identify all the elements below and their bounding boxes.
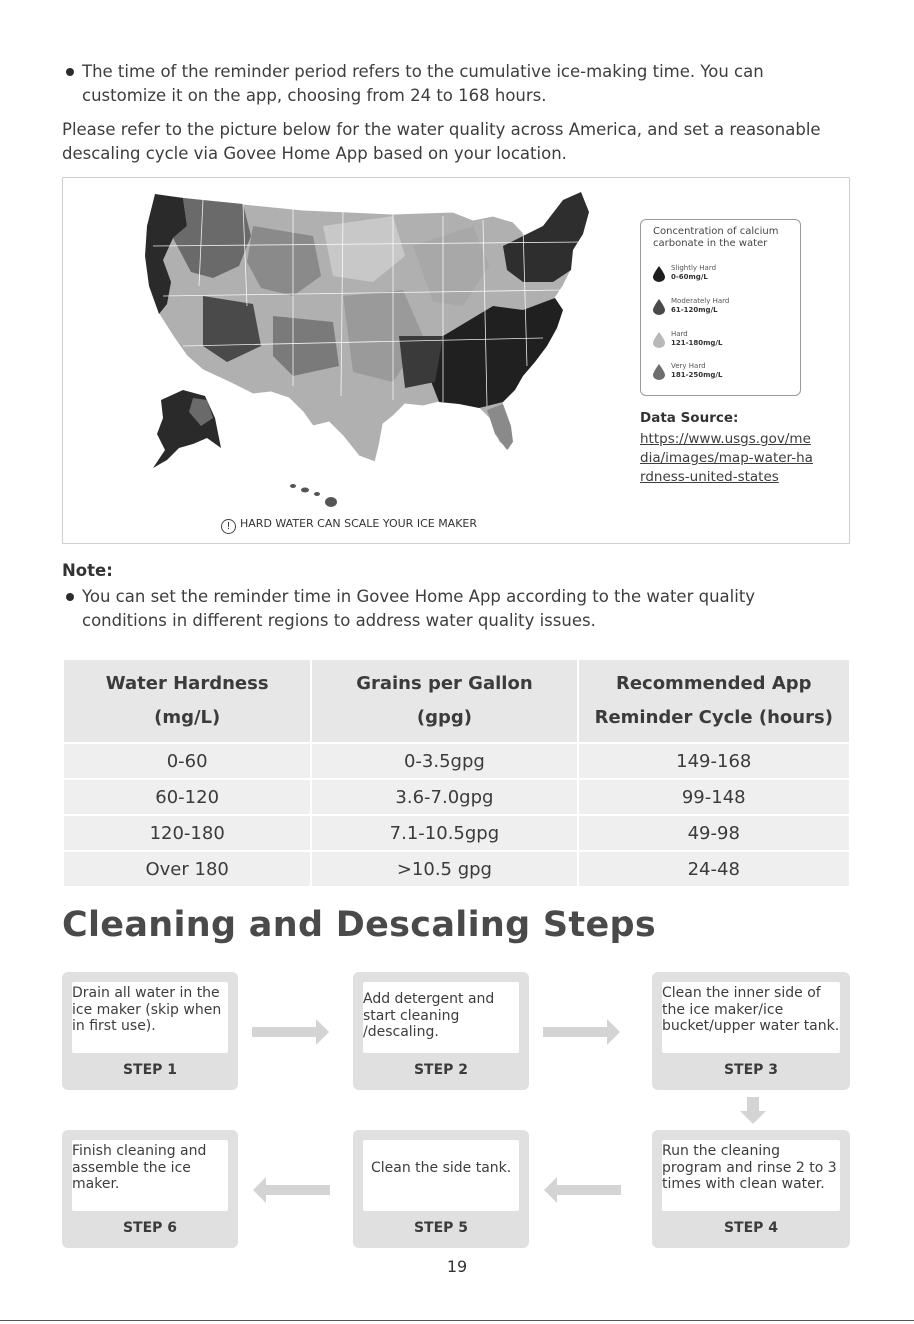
- table-cell: 99-148: [578, 779, 851, 815]
- table-cell: 149-168: [578, 743, 851, 779]
- water-drop-icon: [653, 332, 665, 348]
- step-text: Clean the side tank.: [371, 1160, 512, 1176]
- note-bullet-text: You can set the reminder time in Govee Home App according to the water quality conditions in different regions to address water quality issues.: [82, 587, 756, 630]
- header-reminder-cycle: Recommended App Reminder Cycle (hours): [578, 659, 851, 743]
- table-cell: >10.5 gpg: [311, 851, 577, 887]
- table-cell: Over 180: [63, 851, 311, 887]
- header-water-hardness: Water Hardness (mg/L): [63, 659, 311, 743]
- table-cell: 49-98: [578, 815, 851, 851]
- table-cell: 0-3.5gpg: [311, 743, 577, 779]
- table-row: [63, 815, 850, 851]
- legend-title: Concentration of calcium carbonate in the water: [653, 226, 779, 249]
- legend-range: 0-60mg/L: [671, 273, 708, 281]
- step-card-6: [62, 1130, 238, 1248]
- note-label: Note:: [62, 561, 113, 580]
- arrow-right-icon: [543, 1018, 621, 1046]
- water-drop-icon: [653, 266, 665, 282]
- intro-bullet-text: The time of the reminder period refers to the cumulative ice-making time. You can customize it on the app, choosing from 24 to 168 hours.: [82, 62, 764, 105]
- page-number: 19: [446, 1257, 468, 1276]
- step-label: STEP 3: [723, 1062, 779, 1078]
- table-row: [63, 779, 850, 815]
- page-bottom-rule: [0, 1320, 914, 1321]
- table-cell: 7.1-10.5gpg: [311, 815, 577, 851]
- intro-paragraph: Please refer to the picture below for the water quality across America, and set a reasonable descaling cycle via Govee Home App based on your location.: [62, 120, 821, 163]
- step-text: Finish cleaning and assemble the ice maker.: [72, 1143, 207, 1192]
- table-cell: 0-60: [63, 743, 311, 779]
- table-row: [63, 851, 850, 887]
- step-card-2: [353, 972, 529, 1090]
- arrow-left-icon: [543, 1176, 621, 1204]
- hard-water-warning: [221, 517, 477, 534]
- legend-label: Moderately Hard: [671, 297, 730, 305]
- bullet-icon: [66, 68, 74, 76]
- water-drop-icon: [653, 364, 665, 380]
- step-label: STEP 1: [122, 1062, 178, 1078]
- warning-text: HARD WATER CAN SCALE YOUR ICE MAKER: [240, 517, 478, 530]
- table-header-row: [63, 659, 850, 743]
- water-hardness-table: [62, 658, 851, 888]
- step-text: Run the cleaning program and rinse 2 to 3 times with clean water.: [662, 1143, 837, 1192]
- data-source-link[interactable]: https://www.usgs.gov/media/images/map-water-hardness-united-states: [640, 431, 813, 485]
- legend-range: 121-180mg/L: [671, 339, 723, 347]
- us-hardness-map: [143, 186, 613, 511]
- step-card-1: [62, 972, 238, 1090]
- step-text: Add detergent and start cleaning /descaling.: [363, 991, 495, 1040]
- step-label: STEP 5: [413, 1220, 469, 1236]
- table-cell: 3.6-7.0gpg: [311, 779, 577, 815]
- water-drop-icon: [653, 299, 665, 315]
- arrow-down-icon: [739, 1097, 767, 1125]
- section-heading: Cleaning and Descaling Steps: [62, 905, 656, 945]
- legend-label: Very Hard: [671, 362, 706, 370]
- bullet-icon: [66, 593, 74, 601]
- warning-icon: !: [221, 519, 236, 534]
- step-text: Clean the inner side of the ice maker/ice bucket/upper water tank.: [662, 985, 840, 1034]
- table-cell: 60-120: [63, 779, 311, 815]
- step-label: STEP 6: [122, 1220, 178, 1236]
- step-card-3: [652, 972, 850, 1090]
- arrow-right-icon: [252, 1018, 330, 1046]
- legend-range: 181-250mg/L: [671, 371, 723, 379]
- header-grains-per-gallon: Grains per Gallon (gpg): [311, 659, 577, 743]
- legend-range: 61-120mg/L: [671, 306, 718, 314]
- table-cell: 120-180: [63, 815, 311, 851]
- step-card-4: [652, 1130, 850, 1248]
- step-card-5: [353, 1130, 529, 1248]
- arrow-left-icon: [252, 1176, 330, 1204]
- step-label: STEP 4: [723, 1220, 779, 1236]
- legend-label: Hard: [671, 330, 688, 338]
- step-label: STEP 2: [413, 1062, 469, 1078]
- legend-label: Slightly Hard: [671, 264, 717, 272]
- map-legend: [640, 219, 801, 396]
- data-source-label: Data Source:: [640, 410, 739, 426]
- step-text: Drain all water in the ice maker (skip when in first use).: [72, 985, 222, 1034]
- table-cell: 24-48: [578, 851, 851, 887]
- table-row: [63, 743, 850, 779]
- water-hardness-map-figure: [62, 177, 850, 544]
